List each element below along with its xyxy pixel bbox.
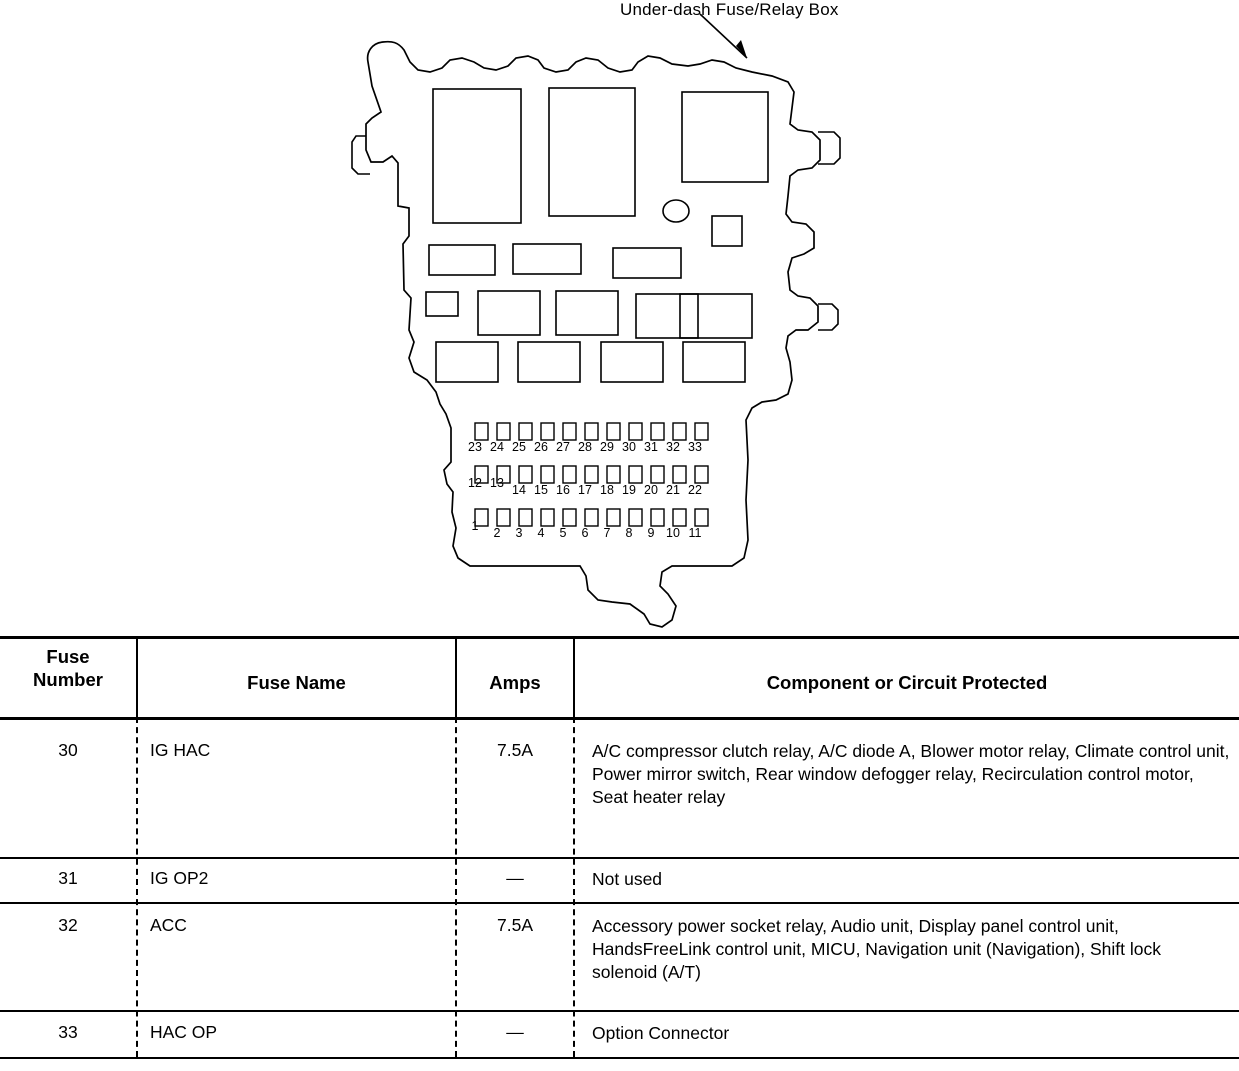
header-fuse-name: Fuse Name	[247, 672, 346, 693]
fuse-slot-number: 12	[468, 476, 482, 490]
fuse-slot-number: 8	[625, 526, 633, 540]
table-row: 31	[58, 868, 78, 888]
table-row: IG HAC	[150, 740, 211, 760]
table-row: A/C compressor clutch relay, A/C diode A, Blower motor relay, Climate control unit, Power mirror switch, Rear window defogger relay, Recirculation control motor, Seat heater relay	[592, 741, 1230, 808]
fuse-slot-number: 17	[578, 483, 592, 497]
fuse-slot-number: 6	[581, 526, 589, 540]
table-row: IG OP2	[150, 868, 209, 888]
column-divider-amps-dashed	[573, 717, 575, 1057]
table-row: Accessory power socket relay, Audio unit, Display panel control unit, HandsFreeLink control unit, MICU, Navigation unit (Navigation), Shift lock solenoid (A/T)	[592, 916, 1161, 983]
fuse-slot-number: 22	[688, 483, 702, 497]
header-amps: Amps	[489, 672, 541, 693]
fuse-slot-number: 18	[600, 483, 614, 497]
table-top-border	[0, 636, 1239, 639]
header-fuse-number-line1: Fuse	[46, 646, 90, 667]
callout-leader-line	[700, 14, 747, 58]
table-row: 32	[58, 915, 78, 935]
fuse-slot-number: 19	[622, 483, 636, 497]
fuse-slot-number: 7	[603, 526, 611, 540]
fuse-slot-number: 2	[493, 526, 501, 540]
table-row: HAC OP	[150, 1022, 218, 1042]
table-bottom-border	[0, 1057, 1239, 1059]
fuse-slot-number: 9	[647, 526, 655, 540]
fuse-slot-number: 10	[666, 526, 680, 540]
fuse-slot-number: 21	[666, 483, 680, 497]
fuse-slot-number: 26	[534, 440, 548, 454]
fuse-slot-number: 16	[556, 483, 570, 497]
fuse-slot-number: 1	[471, 519, 479, 533]
fuse-slot-number: 5	[559, 526, 567, 540]
table-row: —	[506, 868, 524, 888]
table-row: 7.5A	[497, 740, 533, 760]
fuse-slot-number: 13	[490, 476, 504, 490]
fuse-slot-number: 33	[688, 440, 702, 454]
fuse-slot-number: 27	[556, 440, 570, 454]
fuse-slot-number: 20	[644, 483, 658, 497]
relay-cavities	[426, 88, 768, 382]
fuse-slot-number: 32	[666, 440, 680, 454]
column-divider-number-dashed	[136, 717, 138, 1057]
fuse-slot-number: 14	[512, 483, 526, 497]
table-row: ACC	[150, 915, 187, 935]
fuse-slot-number: 23	[468, 440, 482, 454]
table-row: 7.5A	[497, 915, 533, 935]
table-row-divider	[0, 857, 1239, 859]
fuse-slot-number: 29	[600, 440, 614, 454]
fuse-slot-number: 30	[622, 440, 636, 454]
fuse-slot-number: 28	[578, 440, 592, 454]
table-header-divider	[0, 717, 1239, 720]
table-row: Not used	[592, 869, 663, 889]
table-row-divider	[0, 1010, 1239, 1012]
table-row: 30	[58, 740, 78, 760]
table-row: —	[506, 1022, 524, 1042]
fuse-slot-number: 25	[512, 440, 526, 454]
table-row: Option Connector	[592, 1023, 730, 1043]
right-tab-upper	[818, 132, 840, 164]
fuse-slot-number: 24	[490, 440, 504, 454]
fuse-slot-number: 31	[644, 440, 658, 454]
fuse-slot-number: 3	[515, 526, 523, 540]
callout-label: Under-dash Fuse/Relay Box	[620, 0, 839, 19]
table-row: 33	[58, 1022, 78, 1042]
fuse-slot-number: 15	[534, 483, 548, 497]
fuse-slots	[475, 423, 708, 526]
header-fuse-number-line2: Number	[33, 669, 103, 691]
header-component: Component or Circuit Protected	[766, 672, 1048, 693]
right-tab-lower	[818, 304, 838, 330]
fuse-slot-number: 11	[688, 526, 702, 540]
header-fuse-number	[0, 645, 136, 691]
table-row-divider	[0, 902, 1239, 904]
fuse-slot-number: 4	[537, 526, 545, 540]
